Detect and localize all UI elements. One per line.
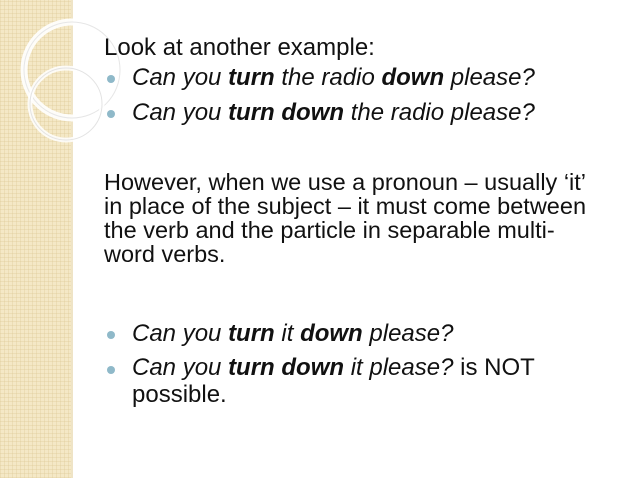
explanation-paragraph: However, when we use a pronoun – usually ‘it’ in place of the subject – it must come between the verb and the particle in separable multi-word verbs.: [104, 169, 587, 267]
example-2-part: Can you: [132, 99, 229, 126]
example-4-phrasal-verb: turn down: [228, 354, 345, 381]
side-panel: [0, 0, 72, 478]
example-1-part: Can you: [132, 64, 229, 91]
example-2-part: the radio please?: [344, 99, 535, 126]
bullet-dot-icon: [107, 366, 115, 374]
example-bullet-2: [104, 98, 535, 127]
example-3-particle: down: [300, 320, 363, 347]
bullet-dot-icon: [107, 110, 115, 118]
side-panel-edge: [71, 0, 73, 478]
example-bullet-4: [104, 354, 612, 408]
example-4-part: Can you: [132, 354, 229, 381]
example-4-part: it please?: [344, 354, 454, 381]
bullet-dot-icon: [107, 331, 115, 339]
example-3-verb: turn: [228, 320, 275, 347]
example-1-verb: turn: [228, 64, 275, 91]
example-3-part: it: [274, 320, 301, 347]
example-1-part: please?: [444, 64, 535, 91]
example-1-part: the radio: [274, 64, 382, 91]
example-4-note: is NOT possible.: [132, 354, 535, 408]
example-3-part: Can you: [132, 320, 229, 347]
example-bullet-1: [104, 63, 535, 92]
example-2-phrasal-verb: turn down: [228, 99, 345, 126]
bullet-dot-icon: [107, 75, 115, 83]
example-1-particle: down: [381, 64, 445, 91]
intro-text: Look at another example:: [104, 34, 375, 61]
example-bullet-3: [104, 319, 453, 348]
example-3-part: please?: [362, 320, 454, 347]
